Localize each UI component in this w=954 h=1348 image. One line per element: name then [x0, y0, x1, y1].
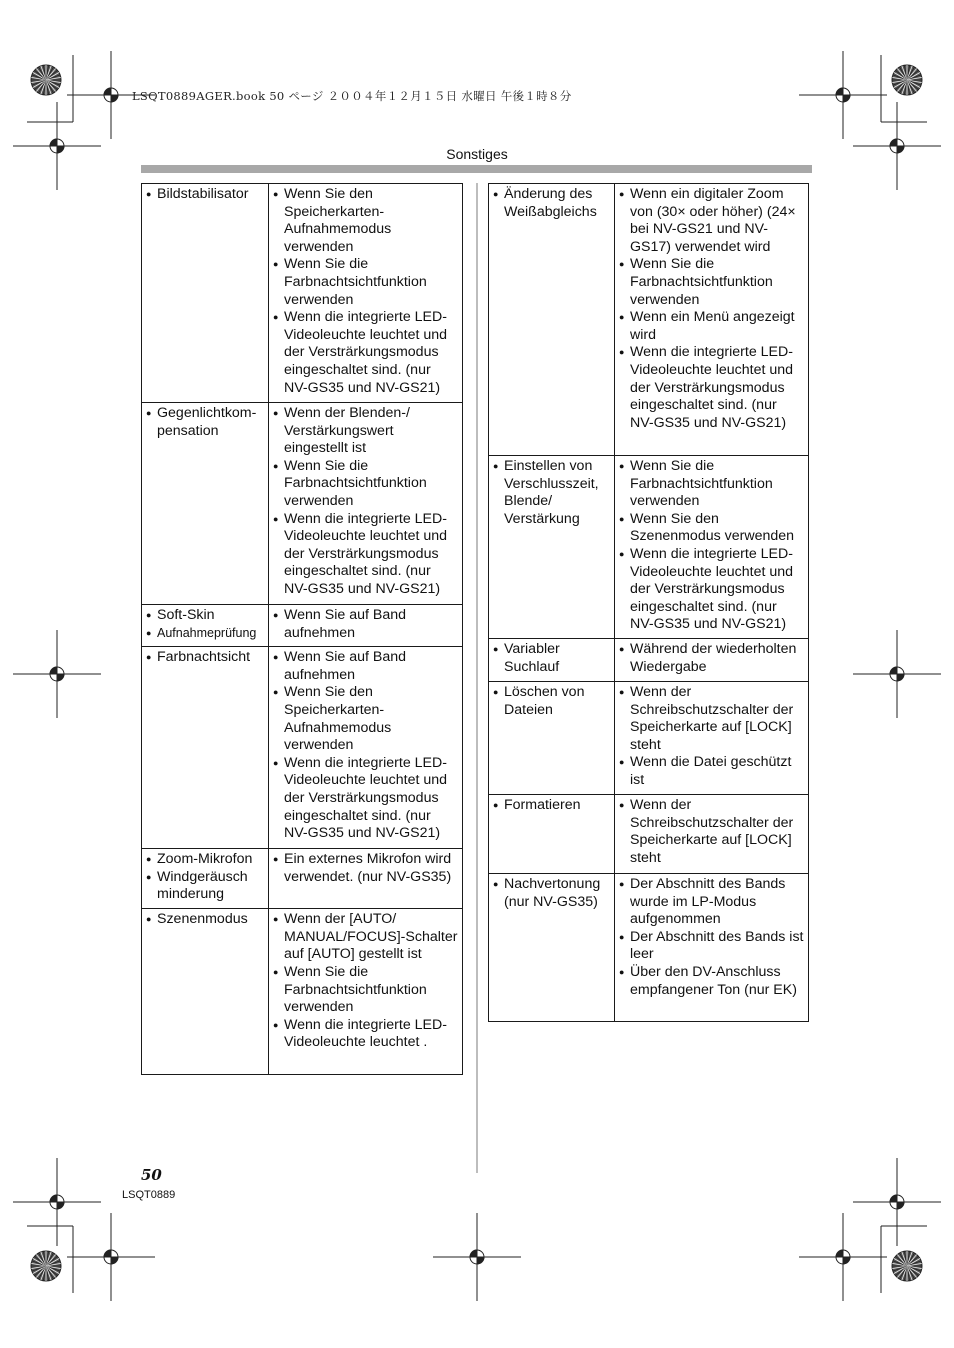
- title-rule: [141, 165, 812, 173]
- function-name: ● Variabler Suchlauf: [493, 641, 610, 676]
- condition-cell: [269, 184, 463, 403]
- condition-cell: [615, 639, 809, 682]
- condition-item: ● Wenn ein digitaler Zoom von (30× oder höher) (24× bei NV-GS21 und NV-GS17) verwendet wird: [619, 186, 804, 256]
- crosshair-icon: [799, 1213, 887, 1301]
- function-name: ● Windgeräusch minderung: [146, 869, 264, 904]
- condition-item: ● Wenn die integrierte LED-Videoleuchte leuchtet und der Versträrkungsmodus eingeschaltet sind. (nur NV-GS35 und NV-GS21): [619, 546, 804, 634]
- condition-item: ● Wenn die integrierte LED-Videoleuchte leuchtet .: [273, 1017, 458, 1052]
- function-cell: [142, 849, 269, 909]
- starburst-icon: [892, 1251, 922, 1281]
- condition-item: ● Über den DV-Anschluss empfangener Ton (nur EK): [619, 964, 804, 999]
- document-code: LSQT0889: [122, 1189, 176, 1201]
- condition-item: ● Wenn der Schreibschutzschalter der Speicherkarte auf [LOCK] steht: [619, 797, 804, 867]
- function-name: ● Bildstabilisator: [146, 186, 264, 204]
- condition-item: ● Wenn Sie auf Band aufnehmen: [273, 607, 458, 642]
- table-row: [142, 184, 463, 403]
- table-row: [142, 403, 463, 605]
- condition-cell: [269, 403, 463, 605]
- table-row: [489, 639, 809, 682]
- condition-item: ● Wenn die integrierte LED-Videoleuchte leuchtet und der Versträrkungsmodus eingeschaltet sind. (nur NV-GS35 und NV-GS21): [273, 309, 458, 397]
- crosshair-icon: [799, 51, 887, 139]
- condition-cell: [269, 605, 463, 647]
- function-name: ● Löschen von Dateien: [493, 684, 610, 719]
- condition-item: ● Wenn Sie die Farbnachtsichtfunktion verwenden: [273, 458, 458, 511]
- crosshair-icon: [853, 1158, 941, 1246]
- condition-item: ● Wenn Sie die Farbnachtsichtfunktion verwenden: [619, 458, 804, 511]
- function-cell: [142, 647, 269, 849]
- condition-item: ● Der Abschnitt des Bands wurde im LP-Modus aufgenommen: [619, 876, 804, 929]
- table-row: [142, 647, 463, 849]
- table-row: [489, 874, 809, 1022]
- function-name: ● Formatieren: [493, 797, 610, 815]
- function-name: ● Soft-Skin: [146, 607, 264, 625]
- function-name: ● Zoom-Mikrofon: [146, 851, 264, 869]
- crosshair-icon: [13, 1158, 101, 1246]
- function-cell: [489, 795, 615, 874]
- condition-item: ● Wenn der Blenden-/ Verstärkungswert eingestellt ist: [273, 405, 458, 458]
- condition-item: ● Wenn Sie die Farbnachtsichtfunktion verwenden: [273, 256, 458, 309]
- condition-cell: [615, 682, 809, 795]
- table-row: [489, 184, 809, 456]
- condition-item: ● Wenn Sie den Speicherkarten-Aufnahmemodus verwenden: [273, 684, 458, 754]
- condition-cell: [615, 184, 809, 456]
- function-name: ● Gegenlichtkom-pensation: [146, 405, 264, 440]
- function-name: ● Aufnahmeprüfung: [146, 625, 264, 643]
- condition-item: ● Wenn der [AUTO/ MANUAL/FOCUS]-Schalter auf [AUTO] gestellt ist: [273, 911, 458, 964]
- table-row: [489, 456, 809, 639]
- condition-item: ● Wenn Sie auf Band aufnehmen: [273, 649, 458, 684]
- function-name: ● Einstellen von Verschlusszeit, Blende/ Verstärkung: [493, 458, 610, 528]
- starburst-icon: [892, 65, 922, 95]
- condition-cell: [615, 874, 809, 1022]
- condition-item: ● Der Abschnitt des Bands ist leer: [619, 929, 804, 964]
- condition-cell: [269, 909, 463, 1075]
- crosshair-icon: [853, 630, 941, 718]
- condition-cell: [615, 795, 809, 874]
- function-cell: [489, 682, 615, 795]
- condition-item: ● Wenn die Datei geschützt ist: [619, 754, 804, 789]
- condition-cell: [615, 456, 809, 639]
- right-restrictions-table: [488, 183, 809, 1022]
- condition-item: ● Wenn der Schreibschutzschalter der Speicherkarte auf [LOCK] steht: [619, 684, 804, 754]
- book-info: LSQT0889AGER.book 50 ページ ２００４年１２月１５日 水曜日 午後１時８分: [132, 89, 572, 103]
- left-restrictions-table: [141, 183, 463, 1075]
- condition-item: ● Wenn Sie die Farbnachtsichtfunktion verwenden: [619, 256, 804, 309]
- function-cell: [142, 184, 269, 403]
- condition-item: ● Wenn Sie die Farbnachtsichtfunktion verwenden: [273, 964, 458, 1017]
- table-row: [489, 682, 809, 795]
- table-row: [142, 909, 463, 1075]
- starburst-icon: [31, 1251, 61, 1281]
- condition-cell: [269, 647, 463, 849]
- function-cell: [489, 874, 615, 1022]
- crosshair-icon: [433, 1213, 521, 1301]
- table-row: [142, 605, 463, 647]
- function-cell: [142, 605, 269, 647]
- condition-item: ● Wenn die integrierte LED-Videoleuchte leuchtet und der Versträrkungsmodus eingeschaltet sind. (nur NV-GS35 und NV-GS21): [273, 511, 458, 599]
- condition-item: ● Wenn ein Menü angezeigt wird: [619, 309, 804, 344]
- function-cell: [489, 184, 615, 456]
- page-number: 50: [141, 1166, 162, 1184]
- condition-item: ● Ein externes Mikrofon wird verwendet. (nur NV-GS35): [273, 851, 458, 886]
- column-divider: [476, 183, 478, 1173]
- function-cell: [489, 639, 615, 682]
- condition-item: ● Wenn die integrierte LED-Videoleuchte leuchtet und der Versträrkungsmodus eingeschaltet sind. (nur NV-GS35 und NV-GS21): [619, 344, 804, 432]
- function-name: ● Szenenmodus: [146, 911, 264, 929]
- function-name: ● Nachvertonung (nur NV-GS35): [493, 876, 610, 911]
- function-cell: [142, 909, 269, 1075]
- table-row: [489, 795, 809, 874]
- crosshair-icon: [13, 630, 101, 718]
- condition-cell: [269, 849, 463, 909]
- starburst-icon: [31, 65, 61, 95]
- condition-item: ● Wenn Sie den Szenenmodus verwenden: [619, 511, 804, 546]
- condition-item: ● Während der wiederholten Wiedergabe: [619, 641, 804, 676]
- table-row: [142, 849, 463, 909]
- section-title: Sonstiges: [446, 146, 508, 162]
- function-name: ● Änderung des Weißabgleichs: [493, 186, 610, 221]
- crosshair-icon: [67, 1213, 155, 1301]
- condition-item: ● Wenn die integrierte LED-Videoleuchte leuchtet und der Versträrkungsmodus eingeschaltet sind. (nur NV-GS35 und NV-GS21): [273, 755, 458, 843]
- function-cell: [489, 456, 615, 639]
- function-cell: [142, 403, 269, 605]
- condition-item: ● Wenn Sie den Speicherkarten-Aufnahmemodus verwenden: [273, 186, 458, 256]
- function-name: ● Farbnachtsicht: [146, 649, 264, 667]
